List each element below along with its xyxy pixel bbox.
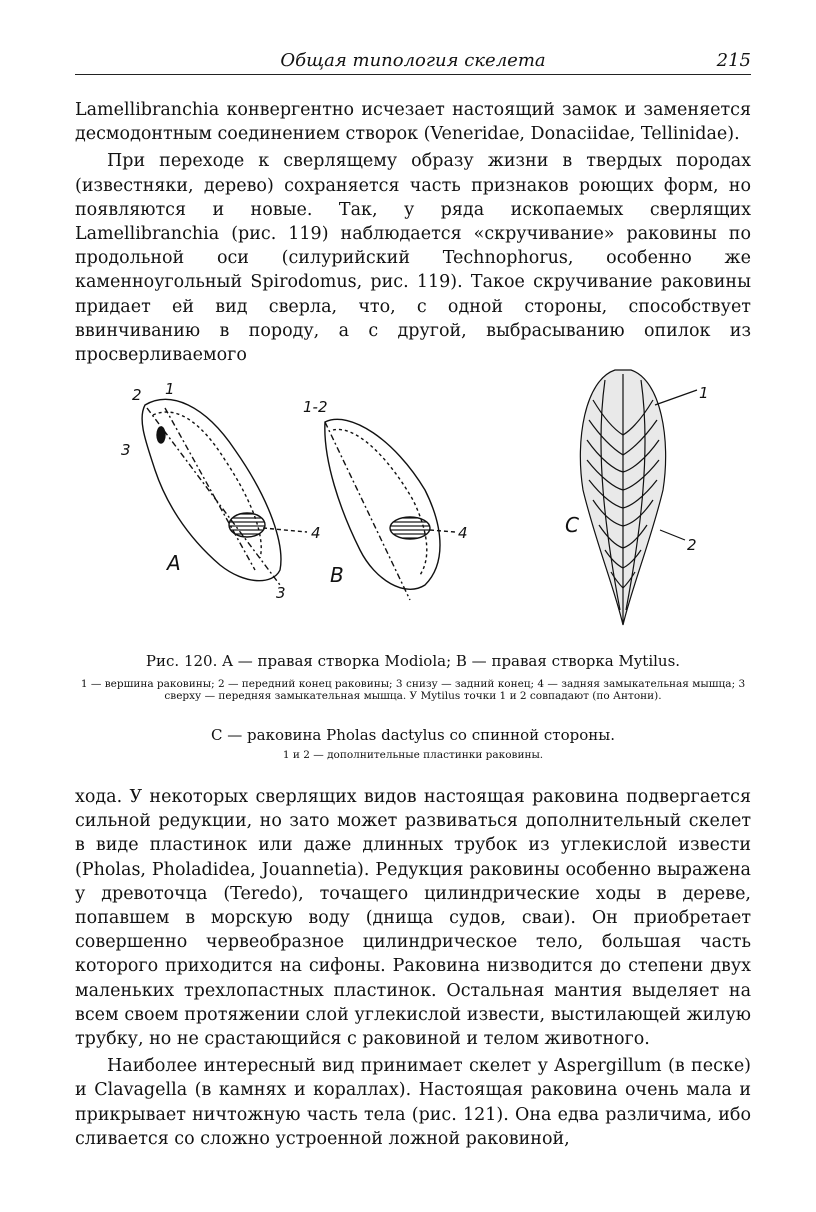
- page-number: 215: [716, 50, 751, 71]
- figure-legend-c: 1 и 2 — дополнительные пластинки раковины.: [282, 749, 544, 761]
- top-text: [75, 98, 751, 367]
- paragraph: хода. У некоторых сверлящих видов настоящая раковина подвергается сильной редукции, но зато может развиваться дополнительный скелет в виде пластинок или даже длинных трубок из углекислой извести (Pholas, Pholadidea, Jouannetia). Редукция раковины особенно выражена у древоточца (Teredo), точащего цилиндрические ходы в дереве, попавшем в морскую воду (днища судов, сваи). Он приобретает совершенно червеобразное цилиндрическое тело, большая часть которого приходится на сифоны. Раковина низводится до степени двух маленьких трехлопастных пластинок. Остальная мантия выделяет на всем своем протяжении слой углекислой извести, выстилающей жилую трубку, но не срастающийся с раковиной и телом животного.: [75, 787, 751, 1050]
- label-4-a: 4: [311, 524, 321, 542]
- figure-caption-c: C — раковина Pholas dactylus со спинной стороны.: [211, 726, 615, 744]
- paragraph: При переходе к сверлящему образу жизни в твердых породах (известняки, дерево) сохраняется часть признаков роющих форм, но появляются и новые. Так, у ряда ископаемых сверлящих Lamellibranchia (рис. 119) наблюдается «скручивание» раковины по продольной оси (силурийский Technophorus, особенно же каменноугольный Spirodomus, рис. 119). Такое скручивание раковины придает ей вид сверла, что, с одной стороны, способствует ввинчиванию в породу, а с другой, выбрасыванию опилок из просверливаемого: [75, 151, 751, 366]
- label-3-a-bottom: 3: [276, 584, 286, 602]
- figure-caption: Рис. 120. A — правая створка Modiola; B — правая створка Mytilus.: [145, 652, 681, 670]
- shell-b-drawing: [325, 419, 455, 600]
- figure-legend: 1 — вершина раковины; 2 — передний конец раковины; 3 снизу — задний конец; 4 — задняя замыкательная мышца; 3 сверху — передняя замыкательная мышца. У Mytilus точки 1 и 2 совпадают (по Антони).: [80, 678, 746, 702]
- shell-c-drawing: [580, 370, 697, 625]
- label-shell-c: C: [565, 513, 579, 537]
- label-4-b: 4: [458, 524, 468, 542]
- label-shell-b: B: [330, 563, 344, 587]
- running-title: Общая типология скелета: [280, 50, 546, 71]
- paragraph: Наиболее интересный вид принимает скелет у Aspergillum (в песке) и Clavagella (в камнях и кораллах). Настоящая раковина очень мала и прикрывает ничтожную часть тела (рис. 121). Она едва различима, ибо сливается со сложно устроенной ложной раковиной,: [75, 1056, 751, 1149]
- label-2-c: 2: [687, 536, 697, 554]
- label-1-2-b: 1-2: [303, 398, 328, 416]
- figure-120: [75, 360, 751, 650]
- label-1-a: 1: [165, 380, 175, 398]
- label-2-a: 2: [132, 386, 142, 404]
- label-1-c: 1: [699, 384, 709, 402]
- shell-illustration: [75, 360, 751, 650]
- running-head: [75, 50, 751, 75]
- label-3-a-top: 3: [121, 441, 131, 459]
- bottom-text: [75, 785, 751, 1151]
- paragraph: Lamellibranchia конвергентно исчезает настоящий замок и заменяется десмодонтным соединением створок (Veneridae, Donaciidae, Tellinidae).: [75, 100, 751, 145]
- label-shell-a: A: [167, 551, 181, 575]
